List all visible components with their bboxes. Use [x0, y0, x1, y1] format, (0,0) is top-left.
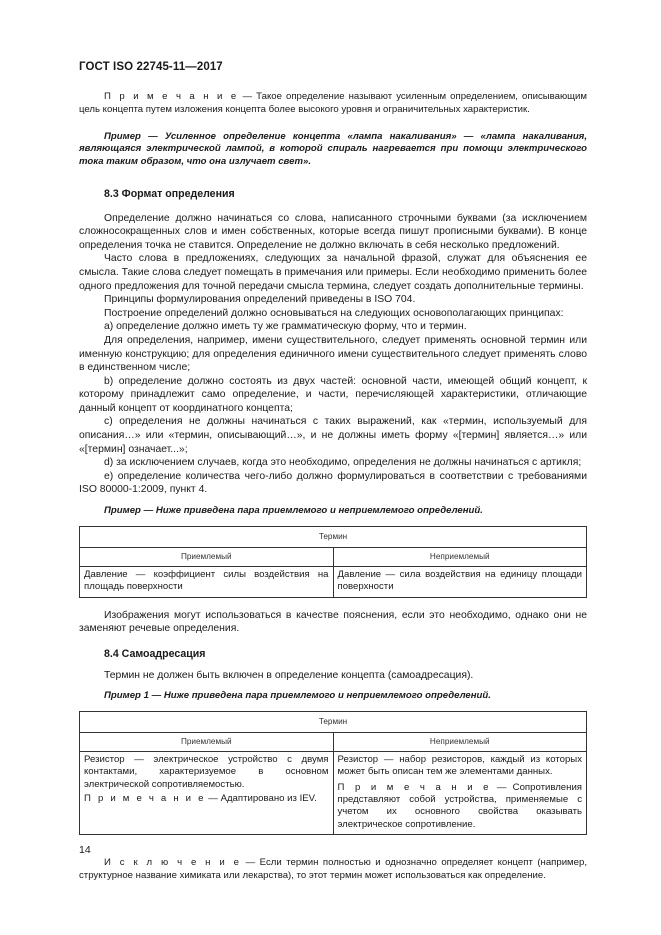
- table-header-term: Термин: [80, 711, 587, 732]
- body-paragraph: Изображения могут использоваться в качестве пояснения, если это необходимо, однако они не заменяют речевые определения.: [79, 609, 587, 635]
- list-item-b: b) определение должно состоять из двух частей: основной части, имеющей общий концепт, к которому принадлежит само определение, и части, перечисляющей характеристики, отличающие данный концепт от координатного концепта;: [79, 375, 587, 414]
- list-item-e: е) определение количества чего-либо должно формулироваться в соответствии с требованиями ISO 80000-1:2009, пункт 4.: [79, 470, 587, 496]
- section-heading-8-3: 8.3 Формат определения: [104, 187, 235, 200]
- cell-note: [84, 793, 329, 805]
- section-heading-8-4: 8.4 Самоадресация: [104, 647, 206, 660]
- exception-paragraph: [79, 857, 587, 883]
- table-header-acceptable: Приемлемый: [80, 732, 334, 751]
- table-cell-acceptable: [80, 751, 334, 834]
- page-number: 14: [79, 844, 91, 856]
- exception-text: — Если термин полностью и однозначно определяет концепт (например, структурное название химиката или лекарства), то этот термин может использоваться как определение.: [79, 857, 587, 882]
- definition-table: [79, 526, 587, 598]
- table-cell-unacceptable: Давление — сила воздействия на единицу площади поверхности: [333, 566, 587, 597]
- table-cell-acceptable: Давление — коэффициент силы воздействия на площадь поверхности: [80, 566, 334, 597]
- table-header-unacceptable: Неприемлемый: [333, 732, 587, 751]
- body-paragraph: Определение должно начинаться со слова, написанного строчными буквами (за исключением сложносокращенных слов и имен собственных, которые всегда пишут прописными буквами). В конце определения точка не ставится. Определение не должно включать в себя несколько предложений.: [79, 212, 587, 251]
- list-item-d: d) за исключением случаев, когда это необходимо, определения не должны начинаться с артикля;: [104, 457, 582, 469]
- example-paragraph: Пример — Усиленное определение концепта «лампа накаливания» — «лампа накаливания, являющаяся электрической лампой, в которой спираль нагревается при помощи электрического тока таким образом, что она излучает свет».: [79, 130, 587, 168]
- body-paragraph: Часто слова в предложениях, следующих за начальной фразой, служат для объяснения ее смысла. Такие слова следует помещать в примечания или примеры. Если необходимо применить более одного предложения для точной передачи смысла термина, следует создать дополнительные термины.: [79, 253, 588, 292]
- example-paragraph: Пример 1 — Ниже приведена пара приемлемого и неприемлемого определений.: [104, 690, 491, 702]
- page-content: [79, 91, 587, 883]
- list-item-a: а) определение должно иметь ту же грамматическую форму, что и термин.: [104, 321, 467, 333]
- body-paragraph: Принципы формулирования определений приведены в ISO 704.: [104, 294, 416, 306]
- body-paragraph: Построение определений должно основываться на следующих основополагающих принципах:: [104, 307, 564, 319]
- body-paragraph: Термин не должен быть включен в определение концепта (самоадресация).: [104, 670, 474, 682]
- cell-note-text: — Адаптировано из IEV.: [205, 793, 317, 805]
- cell-text: Резистор — набор резисторов, каждый из которых может быть описан тем же элементами данных.: [337, 753, 582, 778]
- body-paragraph: Для определения, например, имени существительного, следует применять основной термин или именную конструкцию; для определения единичного имени существительного следует применять слово в единственном числе;: [79, 334, 587, 374]
- table-header-unacceptable: Неприемлемый: [333, 547, 587, 566]
- cell-note-label: П р и м е ч а н и е: [337, 781, 491, 793]
- example-paragraph: Пример — Ниже приведена пара приемлемого и неприемлемого определений.: [104, 505, 483, 517]
- note-label: П р и м е ч а н и е: [104, 91, 239, 102]
- list-item-c: с) определения не должны начинаться с таких выражений, как «термин, используемый для описания…» или «термин, описывающий…», и не должны иметь форму «[термин] является…» или «[термин] означает...»;: [79, 416, 587, 455]
- exception-label: И с к л ю ч е н и е: [104, 857, 242, 869]
- cell-note-label: П р и м е ч а н и е: [84, 793, 206, 805]
- table-header-acceptable: Приемлемый: [80, 547, 334, 566]
- table-header-term: Термин: [80, 526, 587, 547]
- note-paragraph: [79, 91, 587, 117]
- document-header: ГОСТ ISO 22745-11—2017: [79, 61, 223, 73]
- note-text: — Такое определение называют усиленным определением, описывающим цель концепта путем изложения концепта более высокого уровня и ограничительных характеристик.: [79, 91, 588, 115]
- cell-text: Резистор — электрическое устройство с двумя контактами, характеризуемое в основном электрической сопротивляемостью.: [84, 753, 329, 790]
- cell-note-text: — Сопротивления представляют собой устройства, применяемые с учетом их основного свойства оказывать электрическое сопротивление.: [337, 781, 582, 830]
- table-cell-unacceptable: [333, 751, 587, 834]
- self-reference-table: [79, 711, 587, 835]
- cell-note: [338, 782, 583, 832]
